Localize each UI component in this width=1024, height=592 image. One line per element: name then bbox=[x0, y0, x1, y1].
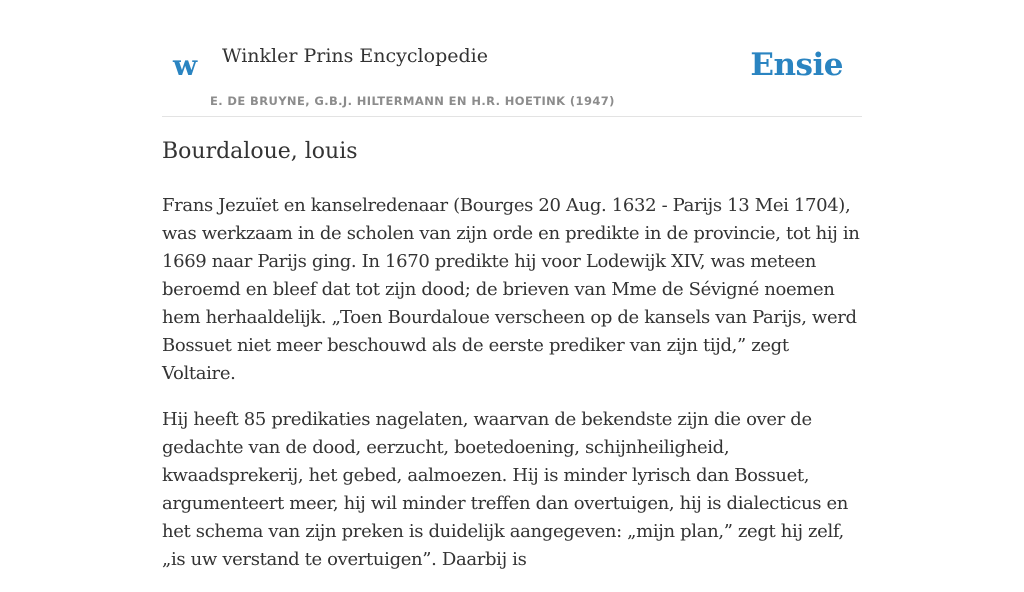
article-title: Bourdaloue, louis bbox=[162, 139, 358, 164]
article-body bbox=[162, 192, 862, 574]
article-paragraph-1: Frans Jezuïet en kanselredenaar (Bourges 20 Aug. 1632 - Parijs 13 Mei 1704), was werkzaam in de scholen van zijn orde en predikte in de provincie, tot hij in 1669 naar Parijs ging. In 1670 predikte hij voor Lodewijk XIV, was meteen beroemd en bleef dat tot zijn dood; de brieven van Mme de Sévigné noemen hem herhaaldelijk. „Toen Bourdaloue verscheen op de kansels van Parijs, werd Bossuet niet meer beschouwd als de eerste prediker van zijn tijd,” zegt Voltaire. bbox=[162, 194, 860, 384]
brand-logo[interactable]: Ensie bbox=[750, 47, 843, 83]
article bbox=[162, 138, 862, 592]
source-authors: E. DE BRUYNE, G.B.J. HILTERMANN EN H.R. HOETINK (1947) bbox=[210, 94, 615, 108]
article-paragraph-2: Hij heeft 85 predikaties nagelaten, waarvan de bekendste zijn die over de gedachte van de dood, eerzucht, boetedoening, schijnheiligheid, kwaadsprekerij, het gebed, aalmoezen. Hij is minder lyrisch dan Bossuet, argumenteert meer, hij wil minder treffen dan overtuigen, hij is dialecticus en het schema van zijn preken is duidelijk aangegeven: „mijn plan,” zegt hij zelf, „is uw verstand te overtuigen”. Daarbij is bbox=[162, 408, 849, 570]
source-logo[interactable]: w bbox=[173, 49, 198, 82]
header bbox=[162, 0, 862, 117]
source-title[interactable]: Winkler Prins Encyclopedie bbox=[222, 45, 488, 67]
